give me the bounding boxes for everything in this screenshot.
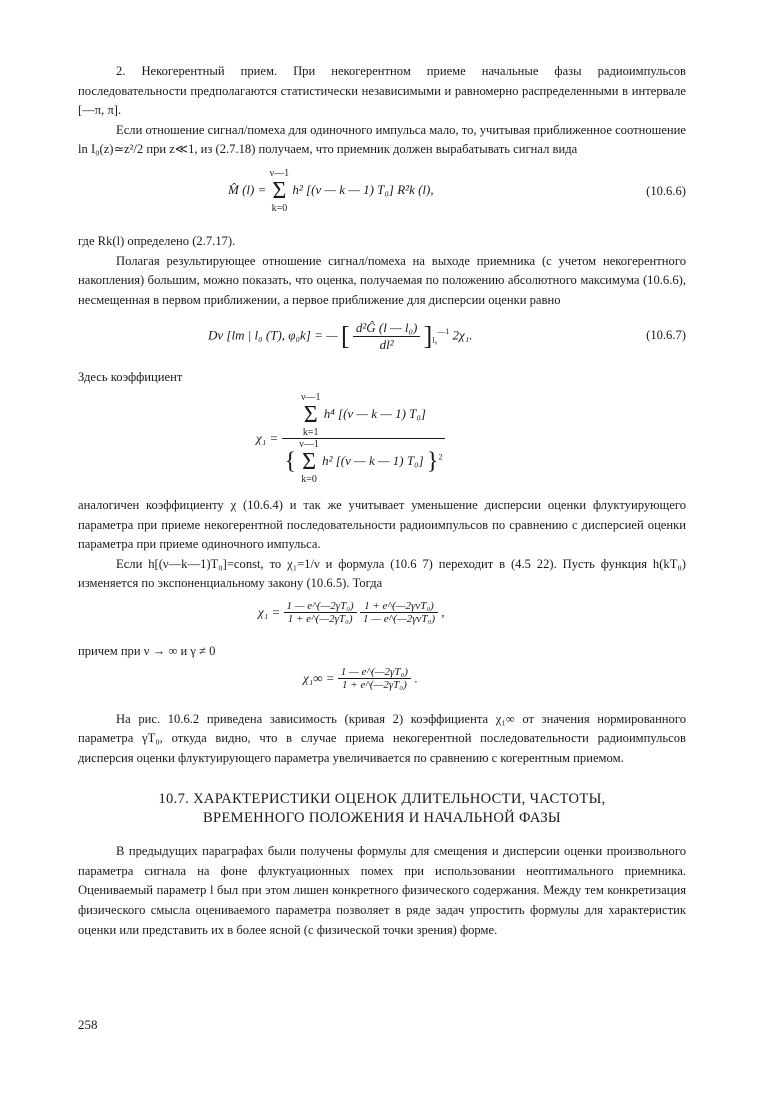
equation-chi1 bbox=[78, 392, 686, 492]
eq3-num-bottom: k=1 bbox=[302, 426, 319, 438]
equation-10-6-7: Dν [lm | l₀ (T), φ₀k] = — [ $\frac{\text{d²Ĝ (l — l₀)}}{\text{dl²}}$ ]$_{l_0}^{—1}$ 2χ₁. (10.6.7) bbox=[208, 320, 686, 353]
eq4-fraction-2 bbox=[360, 600, 438, 625]
eq3-num-term: h⁴ [(ν — k — 1) T₀] bbox=[323, 405, 426, 421]
eq2-frac-num: d²Ĝ (l — l₀) bbox=[355, 320, 418, 336]
eq4-tail: , bbox=[441, 604, 445, 620]
eq4-f2-den: 1 — e^(—2γνT₀) bbox=[360, 612, 438, 625]
eq2-lhs: Dν [lm | l₀ (T), φ₀k] = — bbox=[208, 327, 338, 343]
eq5-num: 1 — e^(—2γT₀) bbox=[340, 665, 408, 678]
eq3-lhs: χ₁ = bbox=[256, 430, 279, 446]
equation-chi1-infinity bbox=[78, 666, 686, 706]
section-heading-line-2: ВРЕМЕННОГО ПОЛОЖЕНИЯ И НАЧАЛЬНОЙ ФАЗЫ bbox=[203, 810, 561, 827]
paragraph-exponential: Если h[(ν—k—1)T₀]=const, то χ₁=1/ν и формула (10.6 7) переходит в (4.5 22). Пусть функция h(kT₀) изменяется по экспоненциальному закону (10.6.5). Тогда bbox=[78, 556, 686, 591]
eq1-sum-top: ν—1 bbox=[269, 167, 290, 179]
eq2-sup: —1 bbox=[437, 327, 450, 337]
eq1-lhs: M̂ (l) = bbox=[228, 181, 267, 197]
eq5-tail: . bbox=[414, 670, 418, 685]
paragraph-previous-sections: В предыдущих параграфах были получены формулы для смещения и дисперсии оценки произвольного параметра сигнала на фоне флуктуационных помех при использовании неоптимального приемника. Оцениваемый параметр l был при этом лишен конкретного физического содержания. Между тем конкретизация физического смысла оцениваемого параметра позволяет в ряде задач упростить формулы для характеристик оценки или представить их в более ясной (с физической точки зрения) форме. bbox=[78, 844, 686, 937]
eq4-lhs: χ₁ = bbox=[258, 604, 281, 620]
paragraph-rk-defined: где Rk(l) определено (2.7.17). bbox=[78, 233, 236, 248]
eq4-f2-num: 1 + e^(—2γνT₀) bbox=[364, 599, 434, 612]
eq5-fraction bbox=[338, 666, 411, 691]
eq4-f1-num: 1 — e^(—2γT₀) bbox=[286, 599, 354, 612]
eq5-den: 1 + e^(—2γT₀) bbox=[338, 678, 411, 691]
paragraph-limit: причем при ν → ∞ и γ ≠ 0 bbox=[78, 643, 216, 658]
eq3-fraction bbox=[282, 392, 446, 485]
paragraph-analogous: аналогичен коэффициенту χ (10.6.4) и так же учитывает уменьшение дисперсии оценки флуктуирующего параметра при приеме некогерентной последовательности радиоимпульсов по сравнению с дисперсией оценки параметра при приеме одиночного импульса. bbox=[78, 497, 686, 552]
eq3-den-term: h² [(ν — k — 1) T₀] bbox=[322, 452, 424, 468]
eq2-fraction bbox=[353, 320, 421, 353]
eq3-denominator: { ν—1 Σ k=0 h² [(ν — k — 1) T₀] }$^2$ bbox=[282, 438, 446, 485]
paragraph-small-snr: Если отношение сигнал/помеха для одиночного импульса мало, то, учитывая приближенное соотношение ln I₀(z)≃z²/2 при z≪1, из (2.7.18) получаем, что приемник должен вырабатывать сигнал вида bbox=[78, 122, 686, 157]
eq2-frac-den: dl² bbox=[353, 336, 421, 353]
eq3-den-power: 2 bbox=[438, 452, 443, 462]
eq1-rhs: h² [(ν — k — 1) T₀] R²k (l), bbox=[292, 181, 434, 197]
equation-chi1-exp bbox=[78, 598, 686, 638]
eq2-rhs: 2χ₁. bbox=[452, 327, 473, 343]
eq3-den-top: ν—1 bbox=[299, 438, 319, 450]
eq3-numerator: ν—1 Σ k=1 h⁴ [(ν — k — 1) T₀] bbox=[300, 391, 426, 438]
paragraph-coefficient-label: Здесь коэффициент bbox=[78, 370, 183, 385]
paragraph-large-snr: Полагая результирующее отношение сигнал/помеха на выходе приемника (с учетом некогерентного накопления) большим, можно показать, что оценка, получаемая по положению абсолютного максимума (10.6.6), несмещенная в первом приближении, а первое приближение для дисперсии оценки равно bbox=[78, 253, 686, 307]
section-heading-line-1: 10.7. ХАРАКТЕРИСТИКИ ОЦЕНОК ДЛИТЕЛЬНОСТИ, ЧАСТОТЫ, bbox=[158, 791, 606, 808]
eq1-sum-bottom: k=0 bbox=[271, 202, 288, 214]
eq2-number: (10.6.7) bbox=[646, 328, 686, 343]
page-body bbox=[78, 62, 686, 940]
equation-10-6-6 bbox=[78, 164, 686, 228]
paragraph-noncoherent-intro: 2. Некогерентный прием. При некогерентном приеме начальные фазы радиоимпульсов последовательности предполагаются статистически независимыми и равномерно распределенными в интервале [—π, π]. bbox=[78, 64, 686, 118]
eq5-lhs: χ₁∞ = bbox=[303, 670, 335, 685]
eq1-sum: ν—1 Σ k=0 bbox=[269, 167, 290, 214]
paragraph-figure-ref: На рис. 10.6.2 приведена зависимость (кривая 2) коэффициента χ₁∞ от значения нормированного параметра γT₀, откуда видно, что в случае приема некогерентной последовательности радиоимпульсов дисперсия оценки флуктуирующего параметра увеличивается по сравнению с когерентным приемом. bbox=[78, 711, 686, 765]
eq1-number: (10.6.6) bbox=[646, 183, 686, 198]
eq3-num-top: ν—1 bbox=[300, 391, 321, 403]
eq2-sub: l₀ bbox=[432, 336, 438, 346]
eq4-fraction-1 bbox=[284, 600, 357, 625]
eq4-f1-den: 1 + e^(—2γT₀) bbox=[284, 612, 357, 625]
page-number: 258 bbox=[78, 1017, 98, 1032]
eq3-den-bottom: k=0 bbox=[301, 473, 317, 485]
